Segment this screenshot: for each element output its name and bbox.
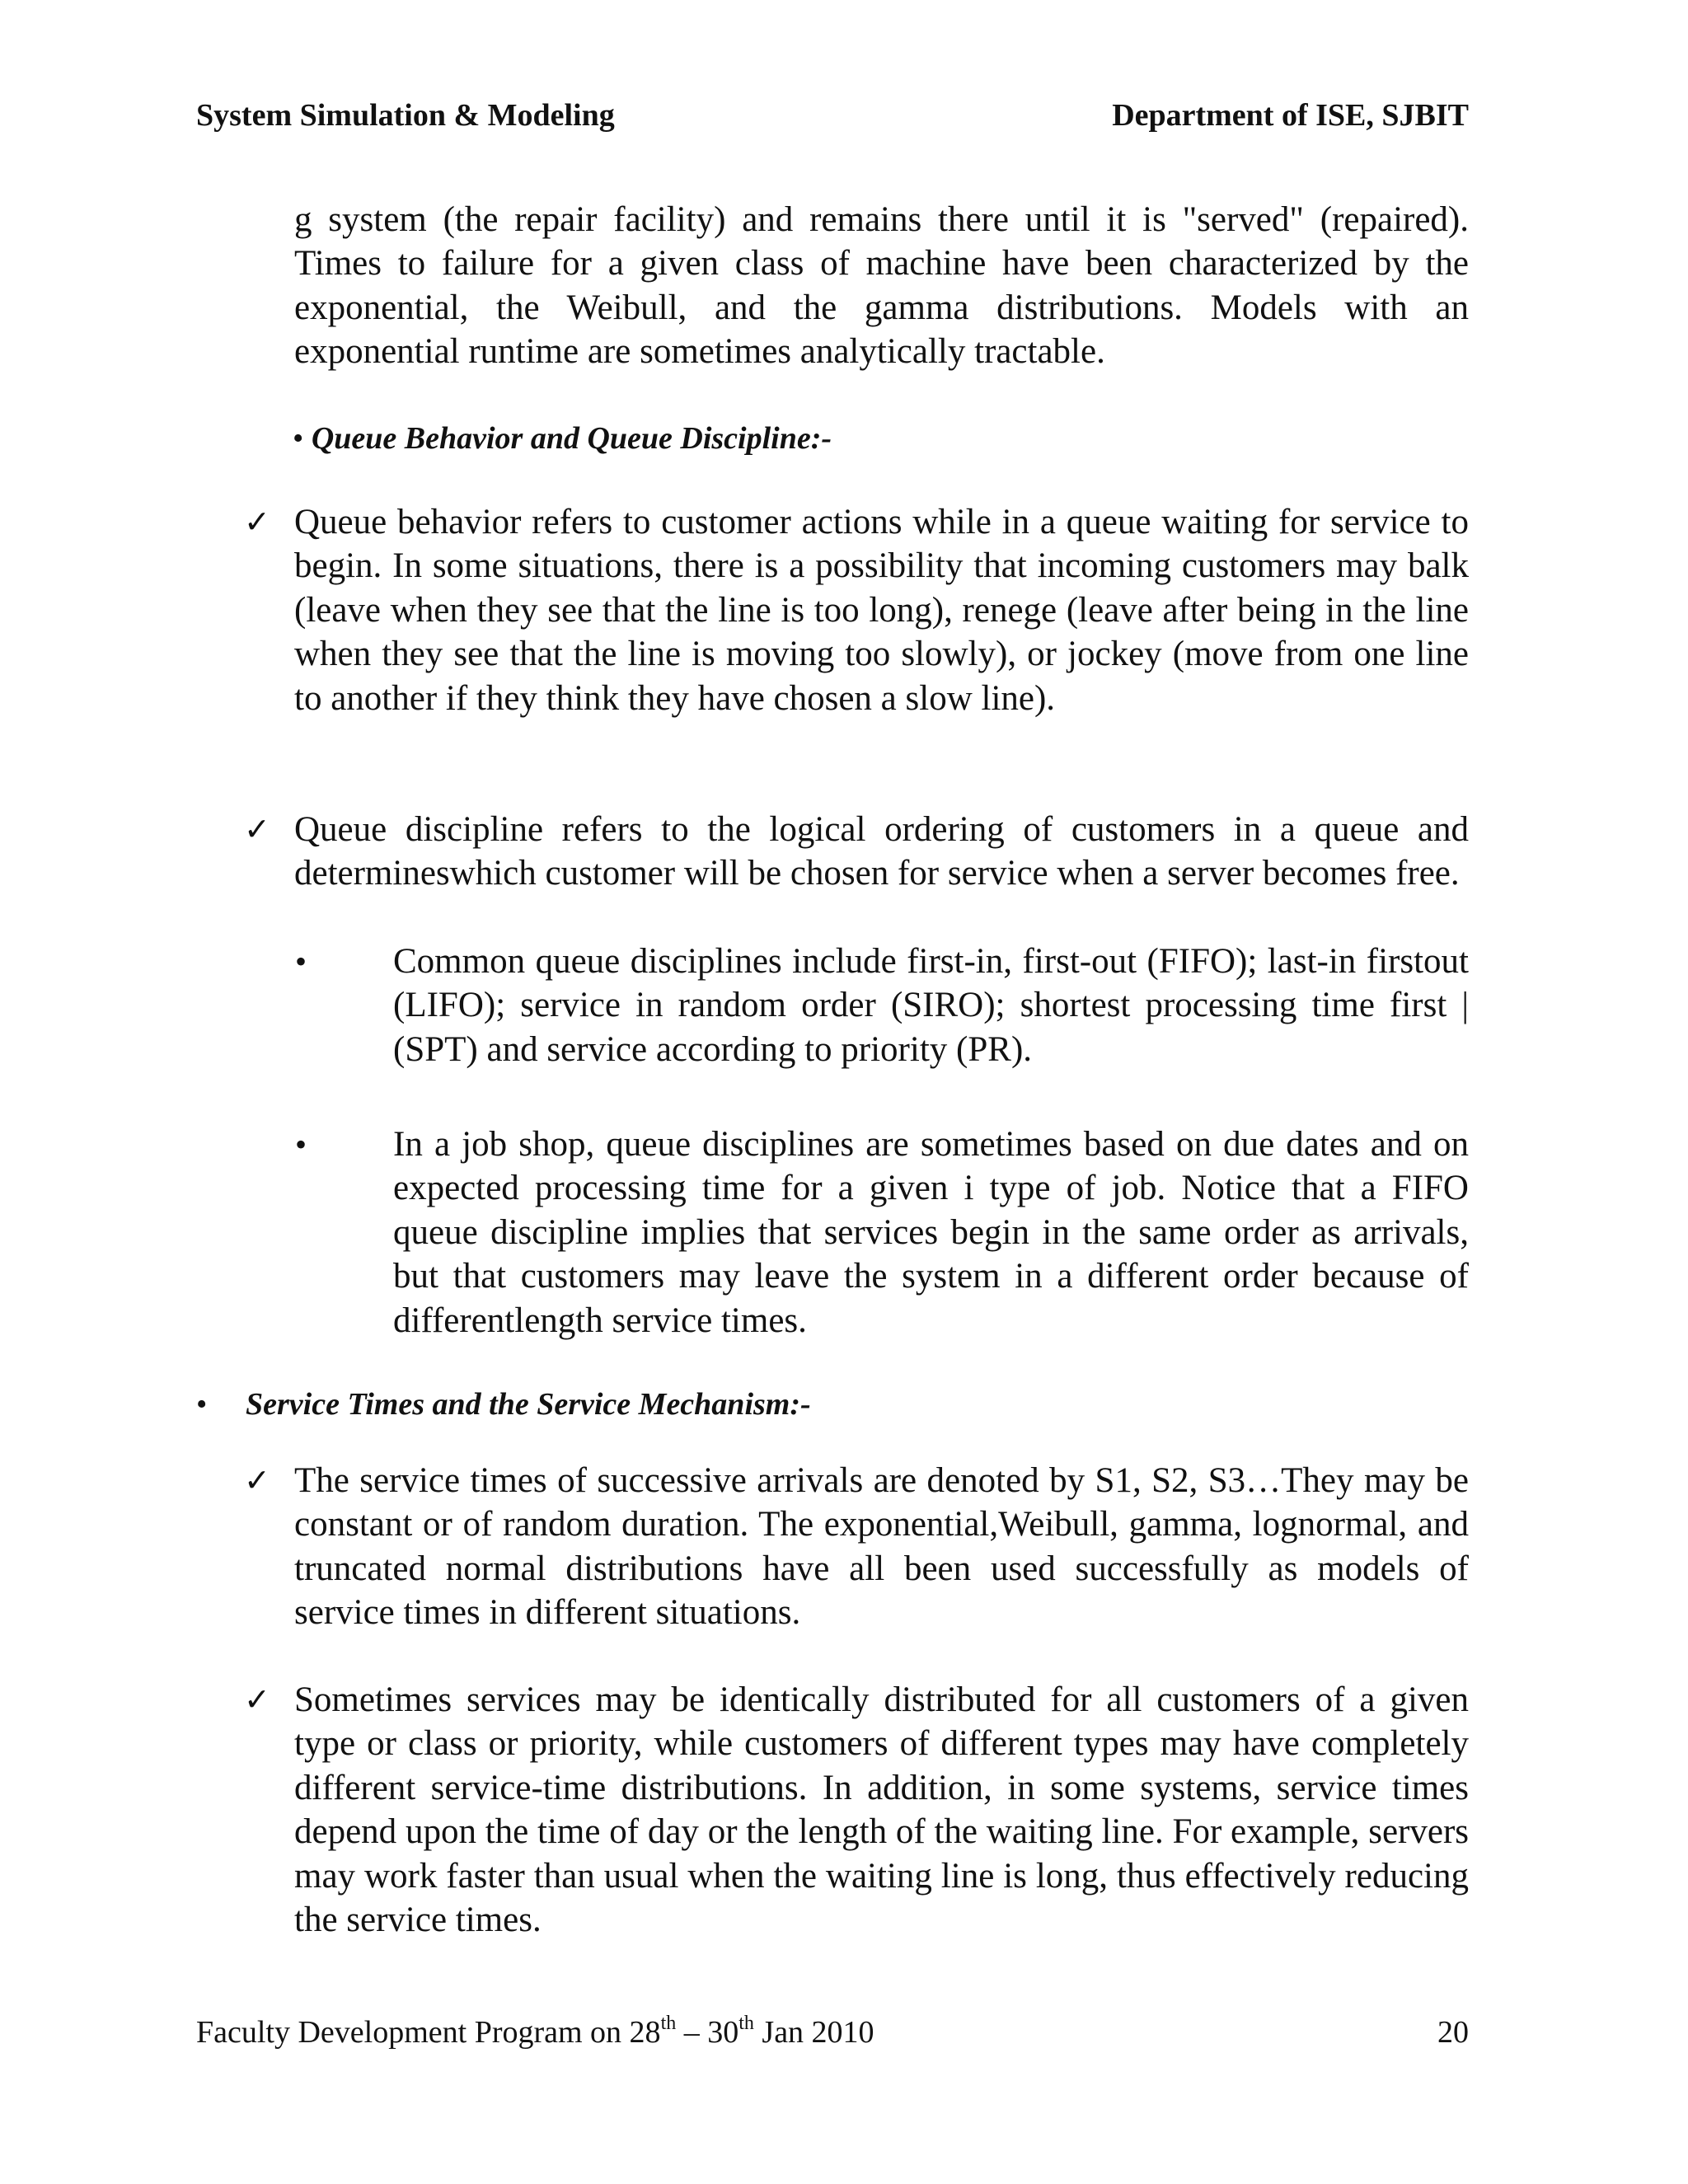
queue-discipline-paragraph: Queue discipline refers to the logical ordering of customers in a queue and determineswhich customer will be chosen for service when a server becomes free. [294,810,1469,893]
section-heading-text: Service Times and the Service Mechanism:- [246,1387,811,1422]
page-header [196,97,1469,140]
service-distribution-paragraph: Sometimes services may be identically distributed for all customers of a given type or class or priority, while customers of different types may have completely different service-time distributions. In addition, in some systems, service times depend upon the time of day or the length of the waiting line. For example, servers may work faster than usual when the waiting line is long, thus effectively reducing the service times. [294,1680,1469,1940]
checkmark-icon: ✓ [244,504,270,540]
bullet-icon: • [196,1387,208,1422]
queue-behavior-paragraph: Queue behavior refers to customer actions while in a queue waiting for service to begin. In some situations, there is a possibility that incoming customers may balk (leave when they see that the line is too long), renege (leave after being in the line when they see that the line is moving too slowly), or jockey (move from one line to another if they think they have chosen a slow line). [294,503,1469,718]
intro-paragraph: g system (the repair facility) and remains there until it is "served" (repaired). Times to failure for a given class of machine have been characterized by the exponential, the Weibull, and the gamma distributions. Models with an exponential runtime are sometimes analytically tractable. [294,200,1469,372]
job-shop-paragraph: In a job shop, queue disciplines are sometimes based on due dates and on expected processing time for a given i type of job. Notice that a FIFO queue discipline implies that services begin in the same order as arrivals, but that customers may leave the system in a different order because of differentlength service times. [393,1125,1469,1340]
page-number: 20 [1437,2015,1469,2050]
common-disciplines-paragraph: Common queue disciplines include first-in, first-out (FIFO); last-in firstout (LIFO); service in random order (SIRO); shortest processing time first |(SPT) and service according to priority (PR). [393,942,1469,1069]
checkmark-icon: ✓ [244,811,270,847]
department-label: Department of ISE, SJBIT [1112,98,1469,133]
page-footer [196,2014,1469,2064]
bullet-icon: • [295,943,307,980]
section-heading-text: Queue Behavior and Queue Discipline:- [311,421,832,456]
section-heading-queue-behavior [293,419,832,458]
checkmark-icon: ✓ [244,1462,270,1498]
document-title: System Simulation & Modeling [196,98,615,133]
bullet-icon: • [293,421,304,456]
bullet-icon: • [295,1126,307,1163]
program-label: Faculty Development Program on 28th – 30th Jan 2010 [196,2013,874,2050]
checkmark-icon: ✓ [244,1681,270,1718]
service-times-paragraph: The service times of successive arrivals are denoted by S1, S2, S3…They may be constant or of random duration. The exponential,Weibull, gamma, lognormal, and truncated normal distributions have all been used successfully as models of service times in different situations. [294,1461,1469,1633]
